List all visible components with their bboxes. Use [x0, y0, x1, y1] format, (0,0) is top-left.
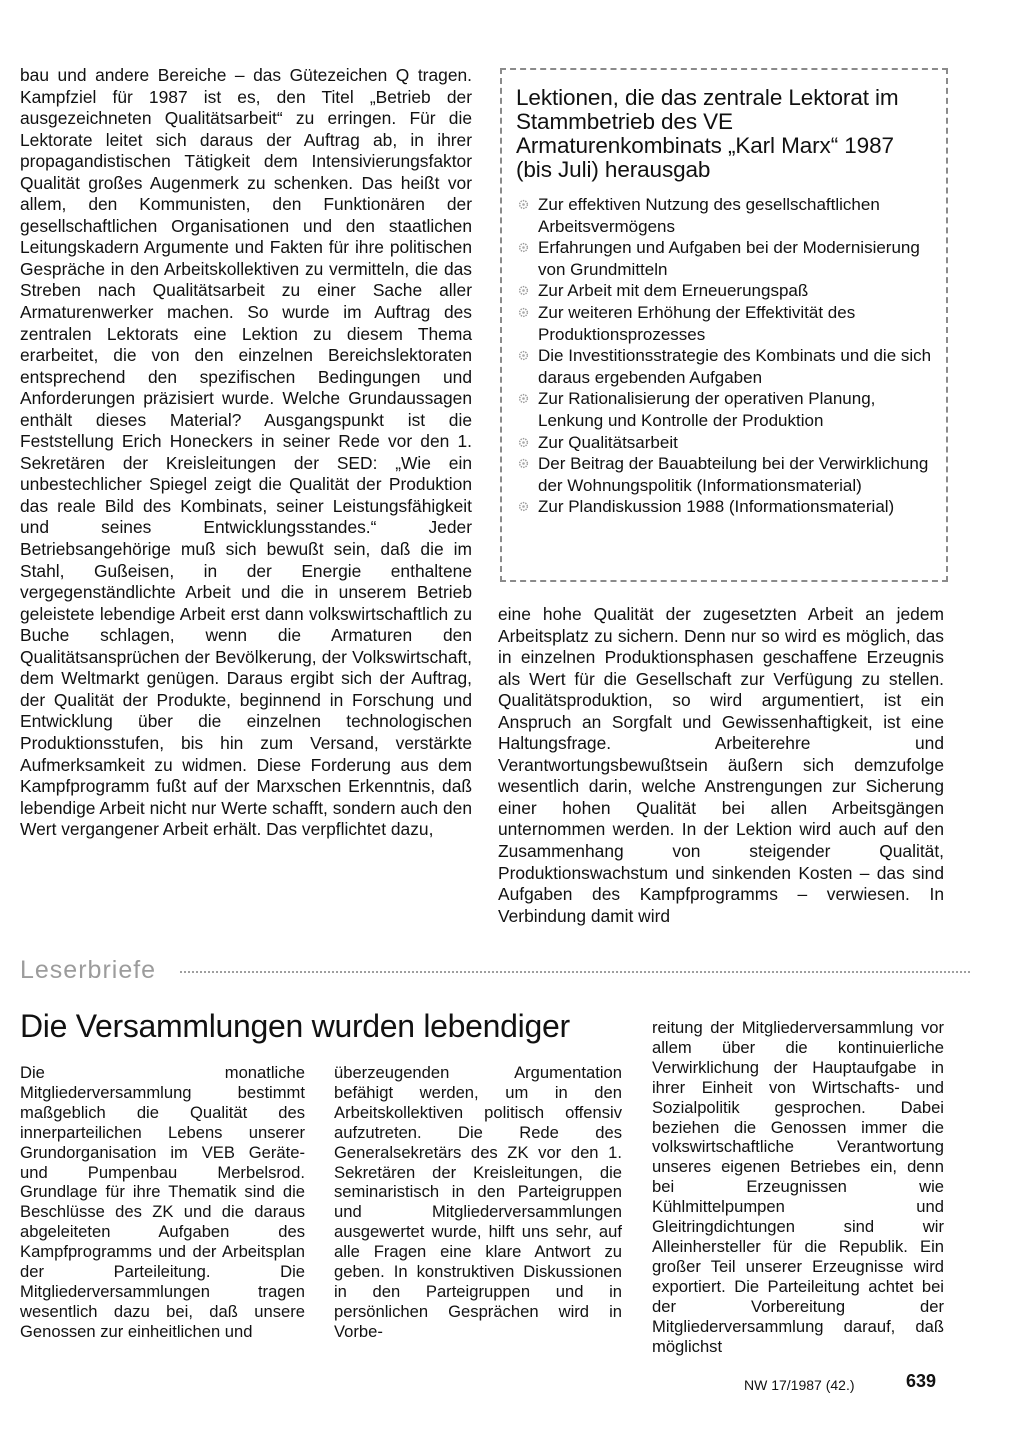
- article-column-2: [334, 1063, 622, 1342]
- article-column-3-text: reitung der Mitgliederversammlung vor allem über die kontinuierliche Verwirklichung der Hauptaufgabe in ihrer Einheit von Wirtschafts- und Sozialpolitik gesprochen. Dabei beziehen die Genossen immer die volkswirtschaftliche Verantwortung unseres eigenen Betriebes ein, denn bei Erzeugnissen wie Kühlmittelpumpen und Gleitringdichtungen sind wir Alleinhersteller für die Republik. Ein großer Teil unserer Erzeugnisse wird exportiert. Die Parteileitung achtet bei der Vorbereitung der Mitgliederversammlung darauf, daß möglichst: [652, 1018, 944, 1356]
- article-headline: Die Versammlungen wurden lebendiger: [20, 1008, 570, 1044]
- article-column-3: [652, 1018, 944, 1356]
- article-column-1-text: Die monatliche Mitgliederversammlung bestimmt maßgeblich die Qualität des innerparteilichen Lebens unserer Grundorganisation im VEB Geräte- und Pumpenbau Merbelsrod. Grundlage für ihre Thematik sind die Beschlüsse des ZK und die daraus abgeleiteten Aufgaben des Kampfprogramms und der Arbeitsplan der Parteileitung. Die Mitgliederversammlungen tragen wesentlich dazu bei, daß unsere Genossen zur einheitlichen und: [20, 1063, 305, 1341]
- gear-bullet-icon: [518, 437, 529, 448]
- sidebar-list-item: [516, 496, 934, 518]
- sidebar-item-label: Erfahrungen und Aufgaben bei der Modernisierung von Grundmitteln: [538, 238, 920, 279]
- gear-bullet-icon: [518, 501, 529, 512]
- sidebar-item-label: Die Investitionsstrategie des Kombinats und die sich daraus ergebenden Aufgaben: [538, 346, 932, 387]
- gear-bullet-icon: [518, 307, 529, 318]
- top-left-column: [20, 65, 472, 841]
- gear-bullet-icon: [518, 393, 529, 404]
- sidebar-item-label: Zur Qualitätsarbeit: [538, 432, 678, 452]
- gear-bullet-icon: [518, 285, 529, 296]
- sidebar-list-item: [516, 388, 934, 431]
- sidebar-list-item: [516, 453, 934, 496]
- gear-bullet-icon: [518, 199, 529, 210]
- article-column-1: [20, 1063, 305, 1342]
- sidebar-list: [516, 194, 934, 518]
- rubric-label: Leserbriefe: [20, 956, 157, 984]
- sidebar-list-item: [516, 280, 934, 302]
- footer-issue: NW 17/1987 (42.): [744, 1377, 855, 1393]
- sidebar-item-label: Zur weiteren Erhöhung der Effektivität des Produktionsprozesses: [538, 302, 856, 344]
- rubric-bar: [20, 956, 970, 988]
- top-right-paragraph: eine hohe Qualität der zugesetzten Arbeit an jedem Arbeitsplatz zu sichern. Denn nur so wird es möglich, das in einzelnen Produktionsphasen geschaffene Erzeugnis als Wert für die Gesellschaft zur Verfügung zu stellen. Qualitätsproduktion, so wird argumentiert, ist ein Anspruch an Sorgfalt und Gewissenhaftigkeit, ist eine Haltungsfrage. Arbeiterehre und Verantwortungsbewußtsein äußern sich demzufolge wesentlich darin, welche Anstrengungen zur Sicherung einer hohen Qualität bei allen Arbeitsgängen unternommen werden. In der Lektion wird auch auf den Zusammenhang von steigender Qualität, Produktionswachstum und sinkenden Kosten – das sind Aufgaben des Kampfprogramms – verwiesen. In Verbindung damit wird: [498, 604, 944, 926]
- rubric-rule: [180, 971, 970, 973]
- lectures-sidebar-box: [500, 68, 948, 582]
- top-right-column: [498, 604, 944, 927]
- page-number: 639: [906, 1371, 937, 1391]
- article-column-2-text: überzeugenden Argumentation befähigt werden, um in den Arbeitskollektiven politisch offensiv aufzutreten. Die Rede des Generalsekretärs des ZK vor den 1. Sekretären der Kreisleitungen, die seminaristisch in den Parteigruppen und Mitgliederversammlungen ausgewertet wurde, hilft uns sehr, auf alle Fragen eine klare Antwort zu geben. In konstruktiven Diskussionen in den Parteigruppen und in persönlichen Gesprächen wird in Vorbe-: [334, 1063, 622, 1341]
- sidebar-item-label: Zur effektiven Nutzung des gesellschaftlichen Arbeitsvermögens: [538, 195, 880, 236]
- sidebar-item-label: Zur Arbeit mit dem Erneuerungspaß: [538, 281, 809, 301]
- top-left-paragraph: bau und andere Bereiche – das Gütezeichen Q tragen. Kampfziel für 1987 ist es, den Titel „Betrieb der ausgezeichneten Qualitätsarbeit“ zu erringen. Für die Lektorate leitet sich daraus der Auftrag ab, in ihrer propagandistischen Tätigkeit dem Intensivierungsfaktor Qualität großes Augenmerk zu schenken. Das heißt vor allem, den Kommunisten, den Funktionären der gesellschaftlichen Organisationen und den staatlichen Leitungskadern Argumente und Fakten für ihre politischen Gespräche in den Arbeitskollektiven zu vermitteln, die das Streben nach Qualitätsarbeit zu einer Sache aller Armaturenwerker machen. So wurde im Auftrag des zentralen Lektorats eine Lektion zu diesem Thema erarbeitet, die von den einzelnen Bereichslektoraten entsprechend den spezifischen Bedingungen und Anforderungen präzisiert wurde. Welche Grundaussagen enthält dieses Material? Ausgangspunkt ist die Feststellung Erich Honeckers in seiner Rede vor den 1. Sekretären der Kreisleitungen der SED: „Wie ein unbestechlicher Spiegel zeigt die Qualität der Produktion das reale Bild des Kombinats, seiner Leistungsfähigkeit und seines Entwicklungsstandes.“ Jeder Betriebsangehörige muß sich bewußt sein, daß die im Stahl, Gußeisen, in der Energie enthaltene vergegenständlichte Arbeit und die in unserem Betrieb geleistete lebendige Arbeit erst dann volkswirtschaftlich zu Buche schlagen, wenn die Armaturen den Qualitätsansprüchen der Bevölkerung, der Volkswirtschaft, dem Weltmarkt genügen. Daraus ergibt sich der Auftrag, der Qualität der Produkte, beginnend in Forschung und Entwicklung über die einzelnen technologischen Produktionsstufen, bis hin zum Versand, verstärkte Aufmerksamkeit zu widmen. Diese Forderung aus dem Kampfprogramm fußt auf der Marxschen Erkenntnis, daß lebendige Arbeit nicht nur Werte schafft, sondern auch den Wert vergangener Arbeit erhält. Das verpflichtet dazu,: [20, 65, 472, 840]
- sidebar-item-label: Zur Rationalisierung der operativen Planung, Lenkung und Kontrolle der Produktion: [538, 389, 876, 430]
- sidebar-list-item: [516, 432, 934, 454]
- gear-bullet-icon: [518, 242, 529, 253]
- sidebar-list-item: [516, 302, 934, 345]
- gear-bullet-icon: [518, 458, 529, 469]
- sidebar-list-item: [516, 345, 934, 388]
- sidebar-list-item: [516, 237, 934, 280]
- sidebar-item-label: Zur Plandiskussion 1988 (Informationsmaterial): [538, 497, 895, 517]
- gear-bullet-icon: [518, 350, 529, 361]
- sidebar-title: Lektionen, die das zentrale Lektorat im Stammbetrieb des VE Armaturenkombinats „Karl Marx“ 1987 (bis Juli) herausgab: [516, 85, 899, 182]
- sidebar-list-item: [516, 194, 934, 237]
- sidebar-item-label: Der Beitrag der Bauabteilung bei der Verwirklichung der Wohnungspolitik (Informationsmaterial): [538, 454, 929, 495]
